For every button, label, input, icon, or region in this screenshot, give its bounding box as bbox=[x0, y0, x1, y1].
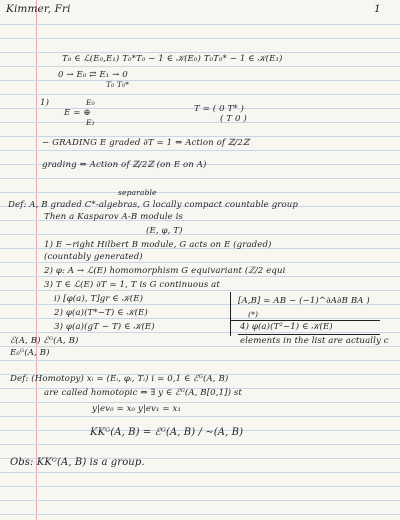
note-line-18b: (*) bbox=[248, 310, 259, 319]
note-line-24: y|ev₀ = x₀ y|ev₁ = x₁ bbox=[92, 404, 182, 414]
note-line-20b: elements in the list are actually c bbox=[240, 336, 389, 346]
bracket-top bbox=[230, 320, 380, 321]
ruled-line bbox=[0, 80, 400, 81]
note-line-10: Def: A, B graded C*-algebras, G locally compact countable group bbox=[8, 200, 299, 210]
author-name: Kimmer, Fri bbox=[6, 3, 71, 15]
bracket-bottom bbox=[238, 334, 380, 335]
ruled-line bbox=[0, 94, 400, 95]
note-line-20a: ℰ(A, B) ℰᴳ(A, B) bbox=[10, 336, 79, 346]
ruled-line bbox=[0, 66, 400, 67]
ruled-line bbox=[0, 360, 400, 361]
ruled-line bbox=[0, 500, 400, 501]
note-line-05-matrix-bottom: ( T 0 ) bbox=[220, 114, 247, 124]
ruled-line bbox=[0, 486, 400, 487]
note-line-08: grading ⇔ Action of ℤ/2ℤ (on E on A) bbox=[42, 160, 207, 170]
ruled-line bbox=[0, 38, 400, 39]
ruled-line bbox=[0, 318, 400, 319]
ruled-line bbox=[0, 346, 400, 347]
note-line-04-e0: E₀ bbox=[86, 98, 95, 107]
ruled-line bbox=[0, 290, 400, 291]
note-line-02: 0 → E₀ ⇄ E₁ → 0 bbox=[58, 70, 128, 80]
note-line-25: KKᴳ(A, B) = ℰᴳ(A, B) / ∼(A, B) bbox=[90, 427, 244, 438]
note-line-03: T₀ T₀* bbox=[106, 80, 130, 89]
note-line-26: Obs: KKᴳ(A, B) is a group. bbox=[10, 457, 145, 468]
ruled-line bbox=[0, 416, 400, 417]
note-line-22: Def: (Homotopy) xᵢ = (Eᵢ, φᵢ, Tᵢ) i = 0,1 ∈ ℰᴳ(A, B) bbox=[10, 374, 229, 384]
note-line-05-matrix-top: T = ( 0 T* ) bbox=[194, 104, 244, 114]
ruled-line bbox=[0, 136, 400, 137]
note-line-19a: 3) φ(a)(gT − T) ∈ 𝒦(E) bbox=[54, 322, 155, 332]
ruled-line bbox=[0, 52, 400, 53]
note-line-21: E₀ᴳ(A, B) bbox=[10, 348, 50, 358]
note-line-13: 1) E −right Hilbert B module, G acts on E (graded) bbox=[44, 240, 272, 250]
note-line-16: 3) T ∈ ℒ(E) ∂T = 1, T is G continuous at bbox=[44, 280, 220, 290]
note-line-09-annotation: separable bbox=[118, 188, 157, 197]
margin-line bbox=[36, 0, 37, 520]
note-line-18: 2) φ(a)(T*−T) ∈ 𝒦(E) bbox=[54, 308, 148, 318]
ruled-line bbox=[0, 402, 400, 403]
ruled-line bbox=[0, 262, 400, 263]
ruled-line bbox=[0, 472, 400, 473]
ruled-line bbox=[0, 192, 400, 193]
note-line-04-label: 1) bbox=[40, 98, 50, 108]
note-line-07: − GRADING E graded ∂T = 1 ⇔ Action of ℤ/2ℤ bbox=[42, 138, 250, 148]
page-number: 1 bbox=[374, 3, 381, 15]
ruled-line bbox=[0, 122, 400, 123]
ruled-line bbox=[0, 24, 400, 25]
note-line-17a: i) [φ(a), T]gr ∈ 𝒦(E) bbox=[54, 294, 144, 304]
note-line-01: T₀ ∈ ℒ(E₀,E₁) T₀*T₀ − 1 ∈ 𝒦(E₀) T₀T₀* − 1 ∈ 𝒦(E₁) bbox=[62, 54, 283, 64]
bracket-left bbox=[230, 292, 231, 336]
note-line-14: (countably generated) bbox=[44, 252, 143, 262]
ruled-line bbox=[0, 444, 400, 445]
note-line-06-e1: E₁ bbox=[86, 118, 95, 127]
note-line-12: (E, φ, T) bbox=[146, 226, 183, 236]
note-line-17b: [A,B] = AB − (−1)^∂A∂B BA ) bbox=[238, 296, 370, 306]
note-line-15: 2) φ: A → ℒ(E) homomorphism G equivariant (ℤ/2 equi bbox=[44, 266, 286, 276]
ruled-line bbox=[0, 332, 400, 333]
note-line-11: Then a Kasparov A-B module is bbox=[44, 212, 184, 222]
note-line-05-eq: E = ⊕ bbox=[64, 108, 91, 118]
ruled-line bbox=[0, 234, 400, 235]
note-line-19b: 4) φ(a)(T²−1) ∈ 𝒦(E) bbox=[240, 322, 333, 332]
ruled-line bbox=[0, 276, 400, 277]
note-line-23: are called homotopic ⇔ ∃ y ∈ ℰᴳ(A, B[0,1]) st bbox=[44, 388, 242, 398]
ruled-line bbox=[0, 514, 400, 515]
ruled-line bbox=[0, 178, 400, 179]
ruled-line bbox=[0, 150, 400, 151]
